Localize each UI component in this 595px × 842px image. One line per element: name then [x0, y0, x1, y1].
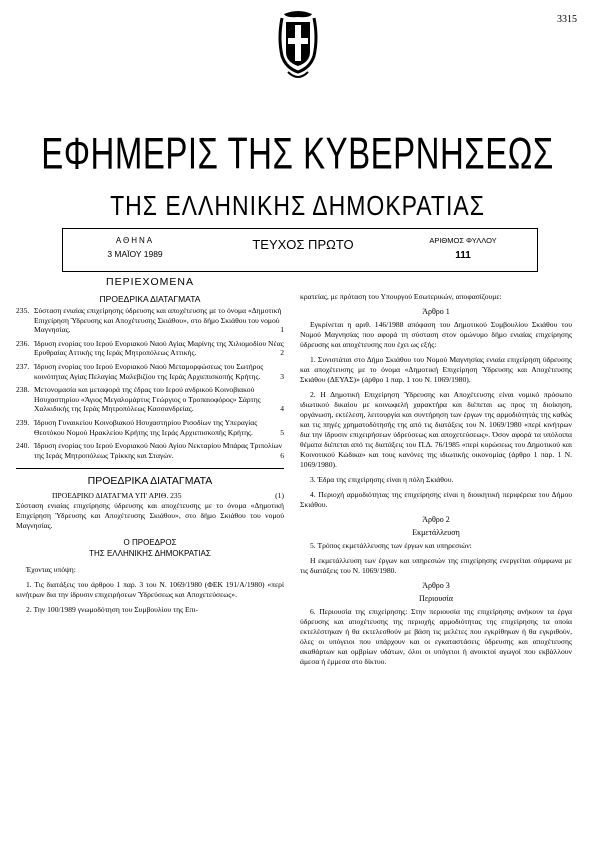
toc-item-number: 238. [16, 385, 30, 395]
contents-section: ΠΡΟΕΔΡΙΚΑ ΔΙΑΤΑΓΜΑΤΑ [99, 294, 201, 304]
toc-item[interactable] [16, 362, 284, 381]
article-paragraph: 6. Περιουσία της επιχείρησης: Στην περιουσία της επιχείρησης ανήκουν τα έργα ύδρευσης και αποχέτευσης της περιοχής αρμοδιότητας της επιχείρησης τα οποία εκτελέστηκαν ή θα εκτελεσθούν με βάση τις μελέτες που εγκρίθηκαν ή θα εγκριθούν, όλες οι υπόγειοι που υπάρχουν και οι εγκαταστάσεις ύδρευσης και αποχέτευσης ακαθάρτων και ομβρίων υδάτων, όλοι οι υπόγειοι ή ανοικτοί αγωγοί που εκβάλλουν άμεσα ή έμμεσα στο δίκτυο. [300, 607, 572, 666]
considering-text: Έχοντας υπόψη: [26, 565, 76, 575]
left-column [16, 276, 284, 620]
toc-item[interactable] [16, 418, 284, 437]
decree-heading [16, 491, 284, 501]
article-paragraph: Η εκμετάλλευση των έργων και υπηρεσιών της επιχείρησης ενεργείται σύμφωνα με τις διατάξεις του Ν. 1069/1980. [300, 556, 572, 575]
toc-item-page: 1 [280, 325, 284, 335]
article-paragraph: 3. Έδρα της επιχείρησης είναι η πόλη Σκιάθου. [310, 475, 454, 484]
article-subtitle: Εκμετάλλευση [412, 528, 460, 537]
toc-item-text: Ίδρυση ενορίας του Ιερού Ενοριακού Ναού Αγίας Μαρίνης της Χιλιομοδίου Νέας Ερυθραίας Αττικής της Ιεράς Μητροπόλεως Αττικής. [34, 338, 284, 358]
decree-intro: κρατείας, με πρόταση του Υπουργού Εσωτερικών, αποφασίζουμε: [300, 292, 502, 301]
article-paragraph: 4. Περιοχή αρμοδιότητας της επιχείρησης είναι η διοικητική περιφέρεια του Δήμου Σκιάθου. [300, 490, 572, 509]
decree-paragraph: 1. Τις διατάξεις του άρθρου 1 παρ. 3 του Ν. 1069/1980 (ΦΕΚ 191/Α/1980) «περί κινήτρων δια την ίδρυσιν επιχειρήσεων Ύδρεύσεως και Αποχετεύσεως». [16, 580, 284, 600]
toc-item-page: 2 [280, 348, 284, 358]
right-column [300, 292, 572, 672]
decree-paragraph: 2. Την 100/1989 γνωμοδότηση του Συμβουλίου της Επι- [26, 605, 199, 615]
toc-item-page: 4 [280, 404, 284, 414]
gazette-title: ΕΦΗΜΕΡΙΣ ΤΗΣ ΚΥΒΕΡΝΗΣΕΩΣ [41, 128, 554, 178]
issue-part: ΤΕΥΧΟΣ ΠΡΩΤΟ [252, 237, 354, 252]
article-paragraph: 5. Τρόπος εκμετάλλευσης των έργων και υπηρεσιών: [310, 541, 472, 550]
article-paragraph: Εγκρίνεται η αριθ. 146/1988 απόφαση του Δημοτικού Συμβουλίου Σκιάθου του Νομού Μαγνησίας που αφορά τη σύσταση στον ομώνυμο δήμο ενιαίας επιχείρησης ύδρευσης και αποχέτευσης που έχει ως εξής: [300, 320, 572, 349]
toc-item-number: 237. [16, 361, 30, 371]
contents-title: ΠΕΡΙΕΧΟΜΕΝΑ [105, 276, 195, 288]
president-heading [16, 537, 284, 559]
decree-number: ΠΡΟΕΔΡΙΚΟ ΔΙΑΤΑΓΜΑ ΥΠ' ΑΡΙΘ. 235 [52, 491, 182, 501]
sheet-number: 111 [455, 250, 471, 261]
toc-item-text: Ίδρυση Γυναικείου Κοινοβιακού Ησυχαστηρίου Ρισοδίων της Υπεραγίας Θεοτόκου Νομού Ηρακλείου Κρήτης της Ιεράς Αρχιεπισκοπής Κρήτης. [34, 417, 258, 437]
article-paragraph: 2. Η Δημοτική Επιχείρηση Ύδρευσης και Αποχέτευσης είναι νομικό πρόσωπο ιδιωτικού δικαίου με κοινωφελή χαρακτήρα και διέπεται ως προς τη διοίκηση, οργάνωση, εκτέλεση, λειτουργία και συντήρηση των έργων της αρμοδιότητάς της καθώς και τις πηγές χρηματοδότησής της από τις διατάξεις του Ν. 1069/1980 «περί κινήτρων δια την ίδρυσιν επιχειρήσεων ύδρεύσεως και αποχετεύσεως». Όσον αφορά τα υπόλοιπα θέματα διέπεται από τις διατάξεις του Π.Δ. 76/1985 «περί κυρώσεως του Δημοτικού και Κοινοτικού Κώδικα» και τους κανόνες της ιδιωτικής οικονομίας (άρθρο 1 παρ. 1 Ν. 1069/1980). [300, 390, 572, 469]
toc-item-number: 240. [16, 441, 30, 451]
toc-item-text: Ίδρυση ενορίας του Ιερού Ενοριακού Ναού Μεταμορφώσεως του Σωτήρος κοινότητας Αγίας Πελαγίας Μαλεβιζίου της Ιεράς Αρχιεπισκοπής Κρήτης. [34, 361, 264, 381]
toc-item-text: Σύσταση ενιαίας επιχείρησης ύδρευσης και αποχέτευσης με το όνομα «Δημοτική Επιχείρηση Ύδρευσης και Αποχέτευσης Σκιάθου», στο δήμο Σκιάθου του νομού Μαγνησίας. [34, 306, 282, 335]
toc-item[interactable] [16, 339, 284, 358]
toc-item[interactable] [16, 385, 284, 414]
article-title: Άρθρο 2 [422, 515, 450, 524]
sheet-number-label: ΑΡΙΘΜΟΣ ΦΥΛΛΟΥ [429, 236, 497, 245]
toc-item[interactable] [16, 306, 284, 335]
greek-coat-of-arms-icon [276, 10, 320, 82]
toc-item[interactable] [16, 441, 284, 460]
article-subtitle: Περιουσία [419, 594, 453, 603]
issue-place: ΑΘΗΝΑ [115, 236, 155, 245]
article-paragraph: 1. Συνιστάται στο Δήμο Σκιάθου του Νομού Μαγνησίας ενιαία επιχείρηση ύδρευσης και αποχέτευσης με το όνομα «Δημοτική Επιχείρηση Ύδρευσης και Αποχέτευσης Σκιάθου (ΔΕΥΑΣ)» (άρθρο 1 παρ. 1 του Ν. 1069/1980). [300, 355, 572, 384]
toc-item-text: Μετονομασία και μεταφορά της έδρας του Ιερού ανδρικού Κοινοβιακού Ησυχαστηρίου «Άγιος Μεγαλομάρτυς Γεώργιος ο Τροπαιοφόρος» Σάρτης Χαλκιδικής της Ιεράς Μητροπόλεως Κασσανδρείας. [34, 385, 261, 414]
gazette-subtitle: ΤΗΣ ΕΛΛΗΝΙΚΗΣ ΔΗΜΟΚΡΑΤΙΑΣ [110, 190, 485, 222]
toc-item-page: 5 [280, 427, 284, 437]
decree-section-title: ΠΡΟΕΔΡΙΚΑ ΔΙΑΤΑΓΜΑΤΑ [87, 475, 213, 488]
decree-reference: (1) [275, 491, 284, 501]
article-title: Άρθρο 1 [422, 307, 450, 316]
decree-summary: Σύσταση ενιαίας επιχείρησης ύδρευσης και αποχέτευσης με το όνομα «Δημοτική Επιχείρηση Ύδρευσης και Αποχέτευσης Σκιάθου», στο δήμο Σκιάθου του νομού Μαγνησίας. [16, 501, 284, 531]
issue-info-box [62, 228, 538, 272]
toc-item-number: 236. [16, 338, 30, 348]
toc-item-text: Ίδρυση ενορίας του Ιερού Ενοριακού Ναού Αγίου Νεκταρίου Μπάρας Τριπολίων της Ιεράς Μητροπόλεως Τρίκκης και Σταγών. [34, 441, 283, 460]
president-line-1: Ο ΠΡΟΕΔΡΟΣ [123, 538, 177, 548]
page-number: 3315 [557, 14, 577, 25]
toc-item-page: 3 [280, 371, 284, 381]
article-title: Άρθρο 3 [422, 581, 450, 590]
section-divider [16, 468, 284, 469]
toc-item-page: 6 [280, 450, 284, 460]
toc-item-number: 235. [16, 306, 30, 315]
toc-item-number: 239. [16, 417, 30, 427]
issue-date: 3 ΜΑΪΟΥ 1989 [107, 249, 163, 259]
president-line-2: ΤΗΣ ΕΛΛΗΝΙΚΗΣ ΔΗΜΟΚΡΑΤΙΑΣ [89, 549, 211, 559]
